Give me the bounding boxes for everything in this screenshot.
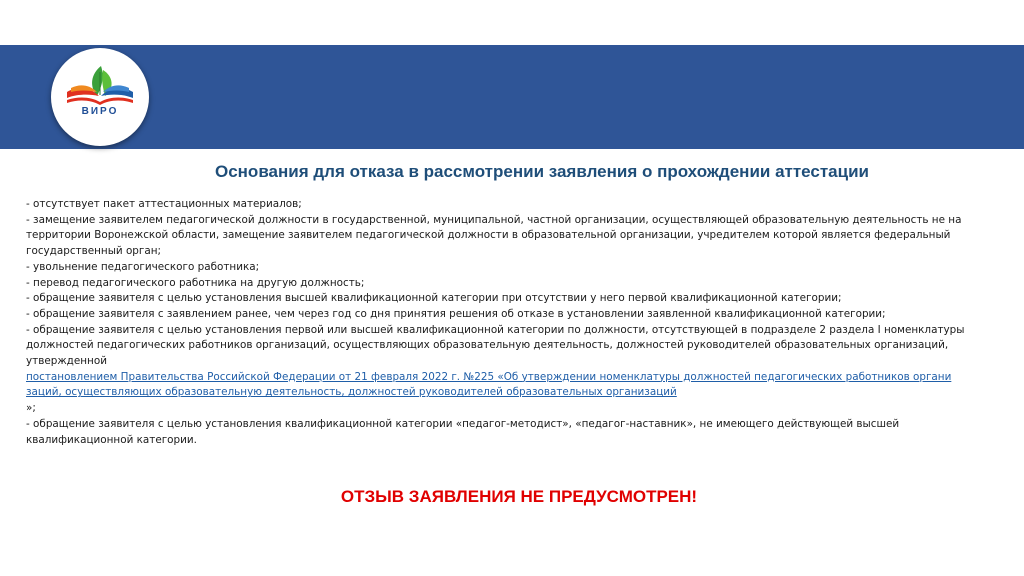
list-item: - отсутствует пакет аттестационных материалов; — [26, 198, 302, 210]
withdrawal-notice: ОТЗЫВ ЗАЯВЛЕНИЯ НЕ ПРЕДУСМОТРЕН! — [340, 487, 698, 506]
list-item: - увольнение педагогического работника; — [26, 260, 260, 273]
resolution-link[interactable] — [26, 370, 1006, 401]
viro-book-leaf-logo-icon — [63, 62, 137, 112]
list-item: - обращение заявителя с целью установления высшей квалификационной категории при отсутствии у него первой квалификационной категории; — [26, 292, 842, 305]
list-item: - обращение заявителя с целью установления первой или высшей квалификационной категории по должности, отсутствующей в подразделе 2 раздела I номенклатуры должностей педагогических работников организаций, осуществляющих образовательную деятельность, должностей руководителей образовательных организаций, утвержденной — [26, 323, 965, 368]
header-banner — [0, 45, 1024, 149]
list-item: - обращение заявителя с заявлением ранее, чем через год со дня принятия решения об отказе в установлении заявленной квалификационной категории; — [26, 307, 886, 320]
list-item-continuation: »; — [26, 402, 36, 415]
refusal-grounds-list — [26, 197, 1006, 448]
list-item: - замещение заявителем педагогической должности в государственной, муниципальной, частной организации, осуществляющей образовательную деятельность не на территории Воронежской области, замещение заявителем педагогической должности в образовательной организации, учредителем которой является федеральный государственный орган; — [26, 213, 962, 258]
resolution-link-line-1[interactable]: постановлением Правительства Российской Федерации от 21 февраля 2022 г. №225 «Об утверждении номенклатуры должностей педагогических работников органи — [26, 370, 952, 383]
list-item: - перевод педагогического работника на другую должность; — [26, 276, 365, 289]
list-item: - обращение заявителя с целью установления квалификационной категории «педагог-методист», «педагог-наставник», не имеющего действующей высшей квалификационной категории. — [26, 417, 900, 446]
logo-text: ВИРО — [81, 106, 119, 117]
page-title: Основания для отказа в рассмотрении заявления о прохождении аттестации — [214, 162, 869, 181]
resolution-link-line-2[interactable]: заций, осуществляющих образовательную деятельность, должностей руководителей образовательных организаций — [26, 386, 677, 399]
logo — [51, 48, 149, 146]
